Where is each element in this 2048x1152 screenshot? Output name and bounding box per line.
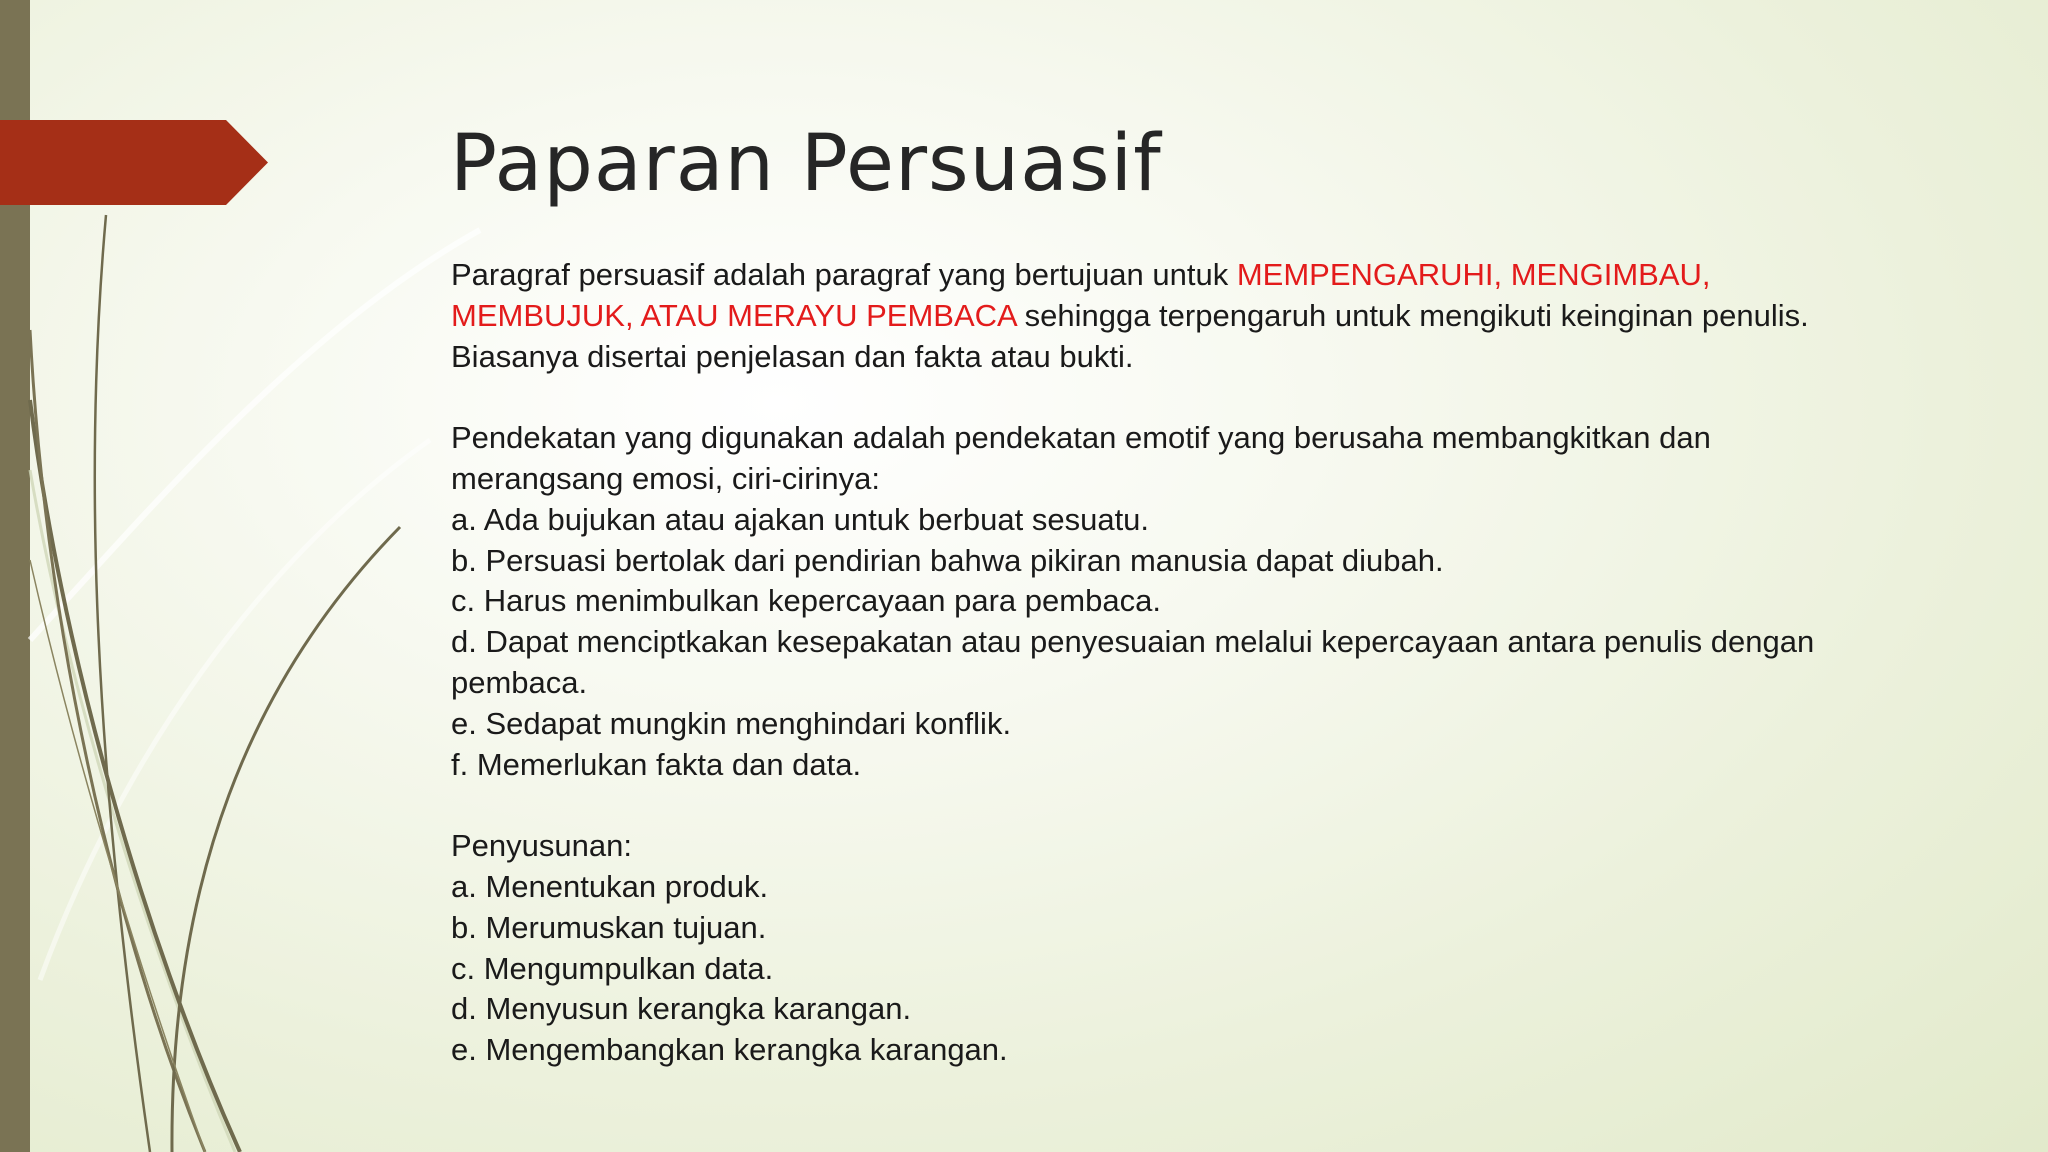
step-item: c. Mengumpulkan data. <box>451 950 774 986</box>
definition-text-after: sehingga terpengaruh untuk mengikuti keinginan penulis. Biasanya disertai penjelasan dan fakta atau bukti. <box>451 297 1809 374</box>
approach-item: b. Persuasi bertolak dari pendirian bahwa pikiran manusia dapat diubah. <box>451 542 1444 578</box>
slide-body <box>451 255 1851 1071</box>
approach-item: d. Dapat menciptkakan kesepakatan atau penyesuaian melalui kepercayaan antara penulis dengan pembaca. <box>451 624 1815 700</box>
definition-text-before: Paragraf persuasif adalah paragraf yang bertujuan untuk <box>451 257 1237 292</box>
steps-heading: Penyusunan: <box>451 828 632 864</box>
spacer <box>451 785 1851 826</box>
approach-item: f. Memerlukan fakta dan data. <box>451 746 862 782</box>
title-arrow-accent <box>0 120 268 205</box>
definition-emphasis: MEMPENGARUHI, MENGIMBAU, MEMBUJUK, ATAU MERAYU PEMBACA <box>451 257 1711 333</box>
slide-title: Paparan Persuasif <box>450 119 1162 209</box>
definition-paragraph <box>451 255 1851 377</box>
step-item: e. Mengembangkan kerangka karangan. <box>451 1032 1008 1068</box>
step-item: a. Menentukan produk. <box>451 868 769 904</box>
approach-item: e. Sedapat mungkin menghindari konflik. <box>451 705 1012 741</box>
step-item: d. Menyusun kerangka karangan. <box>451 991 912 1027</box>
approach-item: a. Ada bujukan atau ajakan untuk berbuat sesuatu. <box>451 501 1150 537</box>
approach-item: c. Harus menimbulkan kepercayaan para pembaca. <box>451 583 1161 619</box>
step-item: b. Merumuskan tujuan. <box>451 909 767 945</box>
spacer <box>451 377 1851 418</box>
approach-intro: Pendekatan yang digunakan adalah pendekatan emotif yang berusaha membangkitkan dan merangsang emosi, ciri-cirinya: <box>451 420 1711 496</box>
